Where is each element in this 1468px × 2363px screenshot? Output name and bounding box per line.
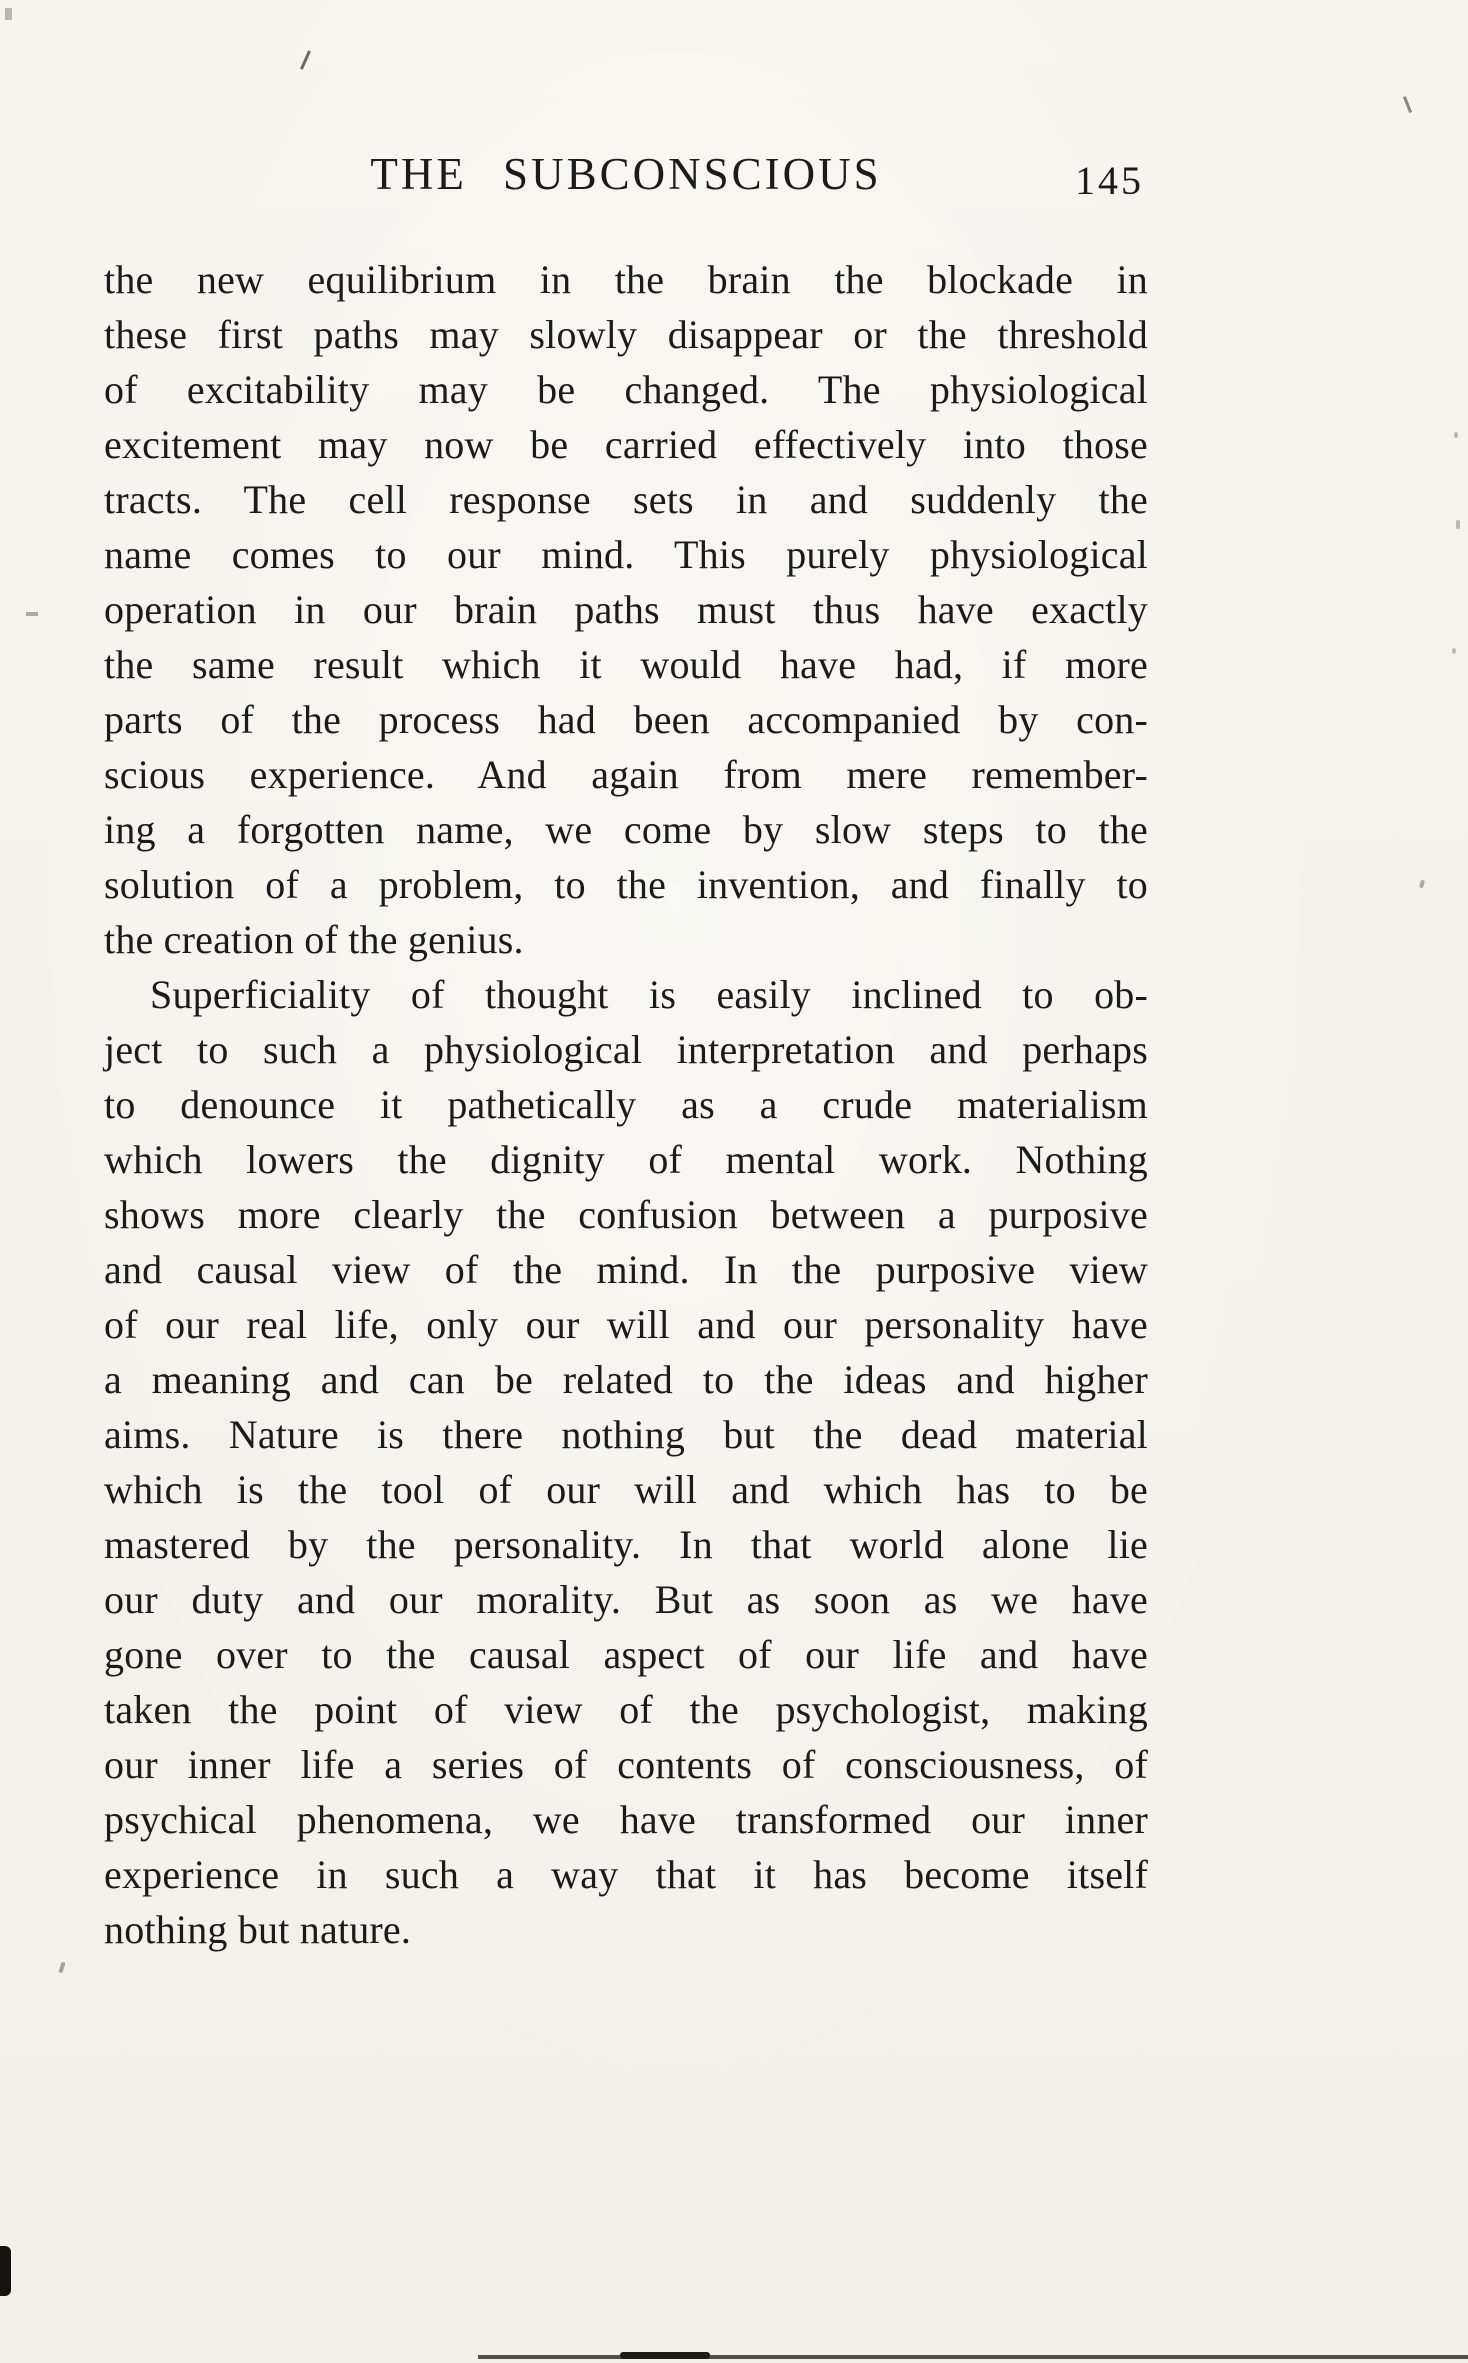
text-line: scious experience. And again from mere remember- [104, 752, 1148, 797]
scan-artifact [620, 2352, 710, 2359]
text-line: these first paths may slowly disappear or the threshold [104, 312, 1148, 357]
text-line: Superficiality of thought is easily inclined to ob- [150, 972, 1148, 1017]
paragraph [104, 967, 1148, 1957]
page-header [104, 148, 1148, 218]
page-number: 145 [1075, 158, 1144, 203]
text-line: name comes to our mind. This purely physiological [104, 532, 1148, 577]
scan-artifact [300, 50, 311, 69]
scan-artifact [5, 8, 12, 20]
running-title: THE SUBCONSCIOUS [370, 149, 882, 199]
scan-artifact [1403, 96, 1412, 113]
text-line: the same result which it would have had, if more [104, 642, 1148, 687]
text-block [104, 252, 1148, 1957]
text-line: our duty and our morality. But as soon as we have [104, 1577, 1148, 1622]
text-line: which is the tool of our will and which has to be [104, 1467, 1148, 1512]
text-line: ject to such a physiological interpretation and perhaps [104, 1027, 1148, 1072]
scan-artifact [58, 1962, 65, 1974]
text-line: taken the point of view of the psychologist, making [104, 1687, 1148, 1732]
text-line: aims. Nature is there nothing but the dead material [104, 1412, 1148, 1457]
text-line: and causal view of the mind. In the purposive view [104, 1247, 1148, 1292]
text-line: our inner life a series of contents of consciousness, of [104, 1742, 1148, 1787]
text-line: excitement may now be carried effectively into those [104, 422, 1148, 467]
text-line: the creation of the genius. [104, 917, 524, 962]
text-line: to denounce it pathetically as a crude materialism [104, 1082, 1148, 1127]
scan-artifact [1419, 880, 1425, 889]
text-line: mastered by the personality. In that world alone lie [104, 1522, 1148, 1567]
text-line: nothing but nature. [104, 1907, 412, 1952]
text-line: psychical phenomena, we have transformed our inner [104, 1797, 1148, 1842]
text-line: solution of a problem, to the invention, and finally to [104, 862, 1148, 907]
text-line: ing a forgotten name, we come by slow steps to the [104, 807, 1148, 852]
text-line: shows more clearly the confusion between a purposive [104, 1192, 1148, 1237]
text-line: gone over to the causal aspect of our life and have [104, 1632, 1148, 1677]
text-line: of our real life, only our will and our personality have [104, 1302, 1148, 1347]
text-line: of excitability may be changed. The physiological [104, 367, 1148, 412]
scan-artifact [0, 2246, 11, 2296]
text-line: tracts. The cell response sets in and suddenly the [104, 477, 1148, 522]
scan-artifact [1452, 648, 1456, 654]
text-line: the new equilibrium in the brain the blockade in [104, 257, 1148, 302]
scan-artifact [478, 2355, 1468, 2359]
scan-artifact [1454, 432, 1458, 438]
text-line: a meaning and can be related to the ideas and higher [104, 1357, 1148, 1402]
scan-artifact [1456, 520, 1460, 529]
scan-artifact [26, 612, 38, 616]
text-line: which lowers the dignity of mental work. Nothing [104, 1137, 1148, 1182]
text-line: parts of the process had been accompanied by con- [104, 697, 1148, 742]
text-line: operation in our brain paths must thus have exactly [104, 587, 1148, 632]
paragraph [104, 252, 1148, 967]
text-line: experience in such a way that it has become itself [104, 1852, 1148, 1897]
